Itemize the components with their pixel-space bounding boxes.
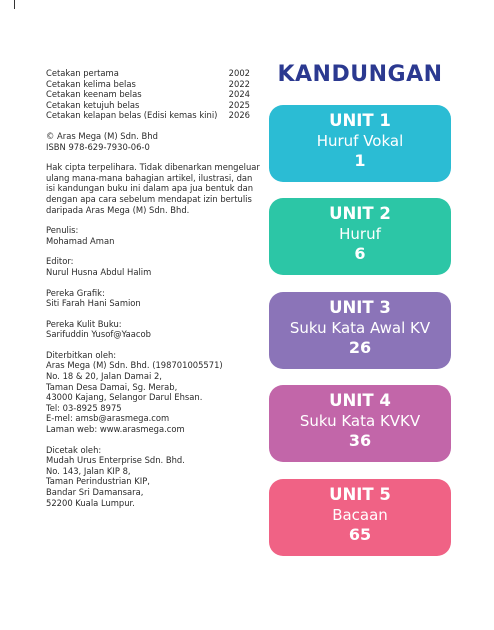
rights-line: isi kandungan buku ini dalam apa jua bentuk dan xyxy=(46,183,254,194)
printing-label: Cetakan kelapan belas (Edisi kemas kini) xyxy=(46,110,218,121)
publisher-line: 43000 Kajang, Selangor Darul Ehsan. xyxy=(46,392,203,403)
publisher-line: Taman Desa Damai, Sg. Merab, xyxy=(46,381,178,392)
unit-4-heading: UNIT 4 xyxy=(329,391,391,410)
writer-block xyxy=(46,225,250,246)
isbn-text: ISBN 978-629-7930-06-0 xyxy=(46,141,150,152)
editor-block xyxy=(46,256,250,277)
printing-label: Cetakan ketujuh belas xyxy=(46,99,140,110)
printing-label: Cetakan pertama xyxy=(46,68,119,78)
unit-4-page: 36 xyxy=(348,431,372,450)
unit-3-heading: UNIT 3 xyxy=(329,298,391,317)
editor-label: Editor: xyxy=(46,256,74,267)
printing-row xyxy=(46,110,250,121)
printing-row xyxy=(46,79,250,90)
unit-5-heading: UNIT 5 xyxy=(329,485,391,504)
publisher-line: No. 18 & 20, Jalan Damai 2, xyxy=(46,371,162,382)
unit-4-title: Suku Kata KVKV xyxy=(299,412,421,430)
printing-row xyxy=(46,89,250,100)
printer-line: Taman Perindustrian KIP, xyxy=(46,476,150,487)
graphic-designer-label: Pereka Grafik: xyxy=(46,287,105,298)
copyright-block xyxy=(46,131,250,152)
crop-mark xyxy=(0,0,15,9)
printing-year: 2024 xyxy=(228,89,250,100)
printing-year: 2002 xyxy=(228,68,250,78)
graphic-designer-block xyxy=(46,288,250,309)
unit-5-title: Bacaan xyxy=(332,506,388,524)
unit-3-card[interactable] xyxy=(269,292,451,369)
publisher-label: Diterbitkan oleh: xyxy=(46,349,117,360)
printer-line: Bandar Sri Damansara, xyxy=(46,487,144,497)
unit-1-card[interactable] xyxy=(269,105,451,182)
cover-designer-label: Pereka Kulit Buku: xyxy=(46,318,122,329)
rights-notice xyxy=(46,162,260,215)
printing-year: 2026 xyxy=(228,110,250,121)
publisher-line: Laman web: www.arasmega.com xyxy=(46,424,185,435)
unit-5-page: 65 xyxy=(348,525,372,544)
writer-label: Penulis: xyxy=(46,225,79,236)
unit-2-card[interactable] xyxy=(269,198,451,275)
printing-label: Cetakan kelima belas xyxy=(46,78,136,89)
cover-designer-name: Sarifuddin Yusof@Yaacob xyxy=(46,329,151,340)
printer-line: 52200 Kuala Lumpur. xyxy=(46,497,135,508)
unit-2-heading: UNIT 2 xyxy=(329,204,391,223)
unit-4-card[interactable] xyxy=(269,385,451,462)
publisher-block xyxy=(46,350,250,435)
contents-title: KANDUNGAN xyxy=(277,62,443,87)
unit-1-page: 1 xyxy=(354,151,366,170)
unit-2-page: 6 xyxy=(354,244,366,263)
printer-block xyxy=(46,445,250,509)
publisher-line: Tel: 03-8925 8975 xyxy=(46,402,122,413)
printer-line: No. 143, Jalan KIP 8, xyxy=(46,465,131,476)
unit-5-card[interactable] xyxy=(269,479,451,556)
unit-1-title: Huruf Vokal xyxy=(316,132,404,150)
printing-label: Cetakan keenam belas xyxy=(46,89,142,100)
printing-row xyxy=(46,68,250,79)
printing-row xyxy=(46,100,250,111)
rights-line: ulang mana-mana bahagian artikel, ilustrasi, dan xyxy=(46,172,253,183)
printer-line: Mudah Urus Enterprise Sdn. Bhd. xyxy=(46,455,185,466)
unit-3-page: 26 xyxy=(348,338,372,357)
publisher-line: Aras Mega (M) Sdn. Bhd. (198701005571) xyxy=(46,360,223,371)
printing-history xyxy=(46,68,250,121)
rights-line: daripada Aras Mega (M) Sdn. Bhd. xyxy=(46,204,190,215)
unit-3-title: Suku Kata Awal KV xyxy=(289,319,431,337)
printing-year: 2022 xyxy=(228,78,250,89)
rights-line: Hak cipta terpelihara. Tidak dibenarkan mengeluar xyxy=(46,162,260,173)
writer-name: Mohamad Aman xyxy=(46,235,115,246)
graphic-designer-name: Siti Farah Hani Samion xyxy=(46,298,141,309)
editor-name: Nurul Husna Abdul Halim xyxy=(46,266,152,277)
imprint-column xyxy=(46,68,260,508)
unit-2-title: Huruf xyxy=(339,225,381,243)
unit-1-heading: UNIT 1 xyxy=(329,111,391,130)
printer-label: Dicetak oleh: xyxy=(46,444,102,455)
printing-year: 2025 xyxy=(228,99,250,110)
copyright-text: © Aras Mega (M) Sdn. Bhd xyxy=(46,130,158,141)
publisher-line: E-mel: amsb@arasmega.com xyxy=(46,413,170,424)
cover-designer-block xyxy=(46,319,250,340)
rights-line: dengan apa cara sebelum mendapat izin bertulis xyxy=(46,193,252,204)
